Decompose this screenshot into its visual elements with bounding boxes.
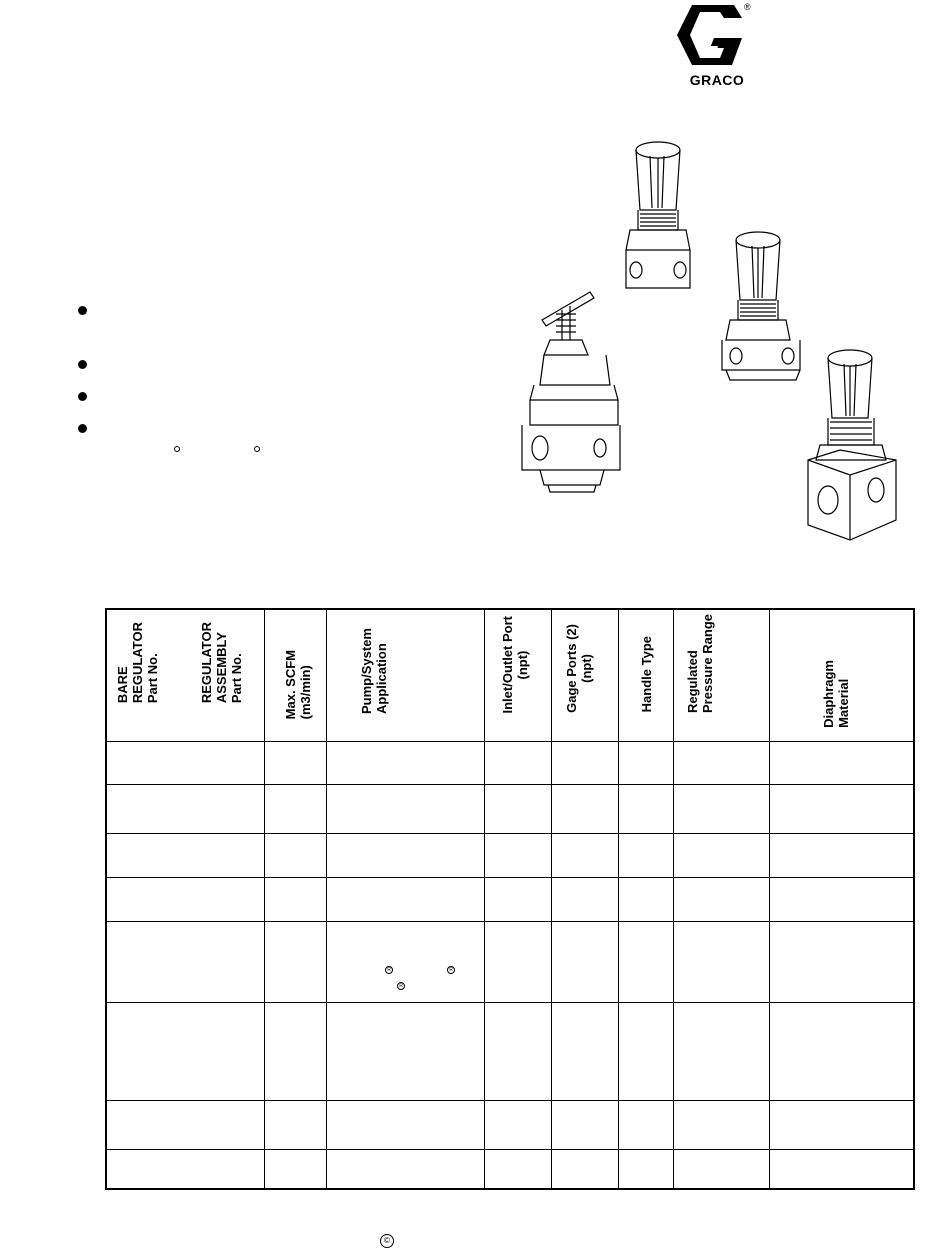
header-pressure-range: Regulated Pressure Range bbox=[685, 614, 715, 713]
regulator-illustration-3 bbox=[522, 292, 620, 492]
regulator-illustration-1 bbox=[626, 142, 690, 288]
header-handle-type: Handle Type bbox=[639, 636, 654, 713]
header-application: Pump/System Application bbox=[359, 628, 389, 714]
bullet-icon bbox=[78, 360, 87, 369]
bullet-icon bbox=[78, 306, 87, 315]
header-regulator-assembly: REGULATOR ASSEMBLY Part No. bbox=[199, 622, 244, 704]
registered-mark-icon: R bbox=[397, 982, 405, 990]
graco-logo-mark-icon bbox=[672, 0, 747, 70]
header-diaphragm: Diaphragm Material bbox=[821, 660, 851, 728]
bullet-icon bbox=[78, 392, 87, 401]
registered-mark-icon: R bbox=[447, 966, 455, 974]
degree-mark bbox=[174, 446, 180, 452]
bullet-icon bbox=[78, 424, 87, 433]
brand-name: GRACO bbox=[689, 72, 745, 88]
header-inlet-outlet: Inlet/Outlet Port (npt) bbox=[500, 616, 530, 714]
regulator-illustration-2 bbox=[722, 232, 800, 380]
header-max-scfm: Max. SCFM (m3/min) bbox=[283, 650, 313, 720]
degree-mark bbox=[254, 446, 260, 452]
header-bare-regulator: BARE REGULATOR Part No. bbox=[115, 622, 160, 704]
registered-mark-icon: R bbox=[385, 966, 393, 974]
registered-mark: ® bbox=[744, 2, 751, 12]
copyright-mark: © bbox=[380, 1234, 394, 1248]
header-gage-ports: Gage Ports (2) (npt) bbox=[564, 624, 594, 713]
graco-logo bbox=[672, 0, 762, 95]
regulator-spec-table bbox=[105, 608, 915, 1190]
regulator-illustration-4 bbox=[808, 350, 896, 540]
regulators-illustration bbox=[500, 130, 920, 560]
